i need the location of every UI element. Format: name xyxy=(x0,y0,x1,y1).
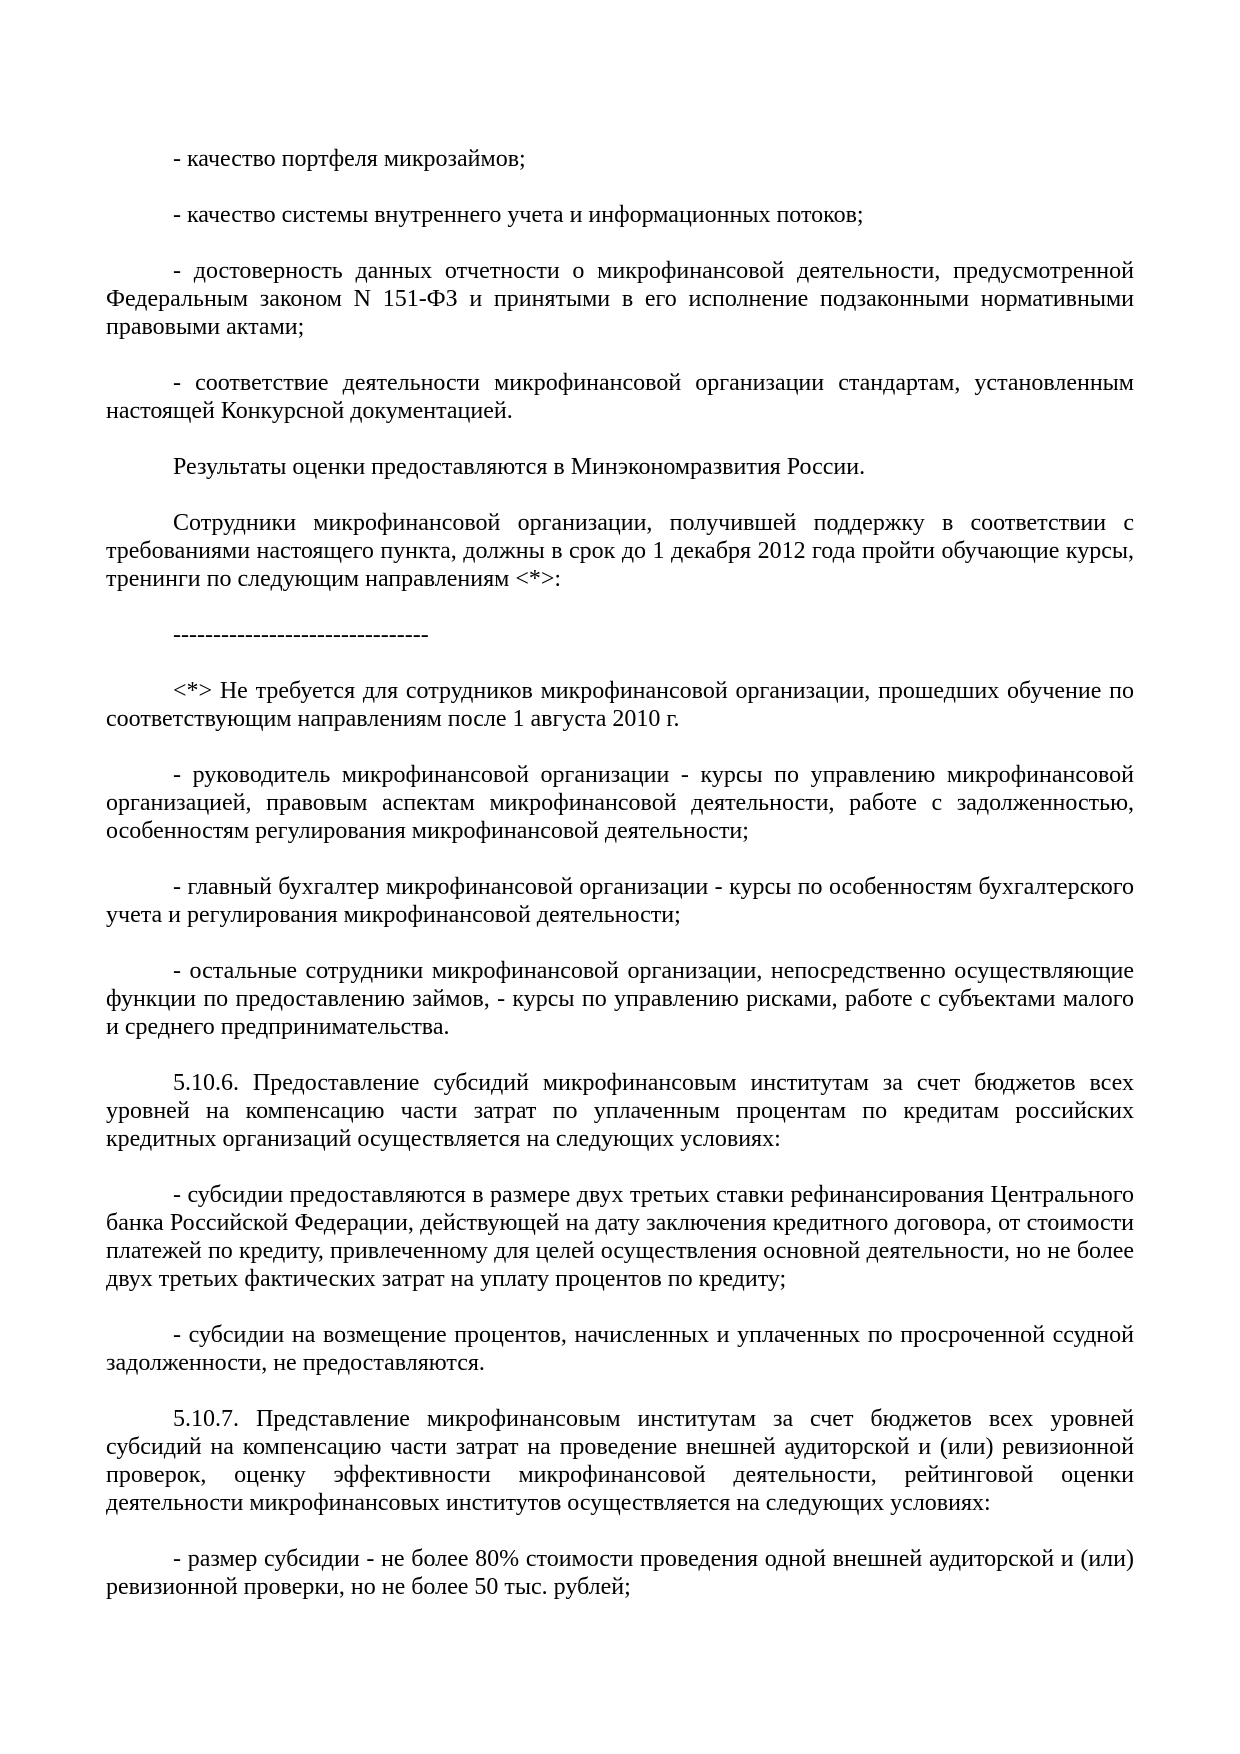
para-clause-5-10-6: 5.10.6. Предоставление субсидий микрофинансовым институтам за счет бюджетов всех уровней на компенсацию части затрат по уплаченным процентам по кредитам российских кредитных организаций осуществляется на следующих условиях: xyxy=(106,1070,1134,1152)
bullet-overdue-exclusion: - субсидии на возмещение процентов, начисленных и уплаченных по просроченной ссудной задолженности, не предоставляются. xyxy=(106,1322,1134,1376)
bullet-accountant-training: - главный бухгалтер микрофинансовой организации - курсы по особенностям бухгалтерского учета и регулирования микрофинансовой деятельности; xyxy=(106,874,1134,928)
bullet-standards-compliance: - соответствие деятельности микрофинансовой организации стандартам, установленным настоящей Конкурсной документацией. xyxy=(106,370,1134,424)
footnote-text: <*> Не требуется для сотрудников микрофинансовой организации, прошедших обучение по соответствующим направлениям после 1 августа 2010 г. xyxy=(106,678,1134,732)
footnote-separator: -------------------------------- xyxy=(173,622,429,648)
bullet-internal-accounting: - качество системы внутреннего учета и информационных потоков; xyxy=(173,202,864,228)
bullet-subsidy-size: - размер субсидии - не более 80% стоимости проведения одной внешней аудиторской и (или) ревизионной проверки, но не более 50 тыс. рублей; xyxy=(106,1546,1134,1600)
bullet-staff-training: - остальные сотрудники микрофинансовой организации, непосредственно осуществляющие функции по предоставлению займов, - курсы по управлению рисками, работе с субъектами малого и среднего предпринимательства. xyxy=(106,958,1134,1040)
bullet-head-training: - руководитель микрофинансовой организации - курсы по управлению микрофинансовой организацией, правовым аспектам микрофинансовой деятельности, работе с задолженностью, особенностям регулирования микрофинансовой деятельности; xyxy=(106,762,1134,844)
para-training-requirement: Сотрудники микрофинансовой организации, получившей поддержку в соответствии с требованиями настоящего пункта, должны в срок до 1 декабря 2012 года пройти обучающие курсы, тренинги по следующим направлениям <*>: xyxy=(106,510,1134,592)
bullet-data-reliability: - достоверность данных отчетности о микрофинансовой деятельности, предусмотренной Федеральным законом N 151-ФЗ и принятыми в его исполнение подзаконными нормативными правовыми актами; xyxy=(106,258,1134,340)
para-clause-5-10-7: 5.10.7. Представление микрофинансовым институтам за счет бюджетов всех уровней субсидий на компенсацию части затрат на проведение внешней аудиторской и (или) ревизионной проверок, оценку эффективности микрофинансовой деятельности, рейтинговой оценки деятельности микрофинансовых институтов осуществляется на следующих условиях: xyxy=(106,1406,1134,1516)
para-evaluation-results: Результаты оценки предоставляются в Минэкономразвития России. xyxy=(173,454,866,480)
bullet-portfolio-quality: - качество портфеля микрозаймов; xyxy=(173,146,526,172)
bullet-subsidy-rate: - субсидии предоставляются в размере двух третьих ставки рефинансирования Центрального банка Российской Федерации, действующей на дату заключения кредитного договора, от стоимости платежей по кредиту, привлеченному для целей осуществления основной деятельности, но не более двух третьих фактических затрат на уплату процентов по кредиту; xyxy=(106,1182,1134,1292)
